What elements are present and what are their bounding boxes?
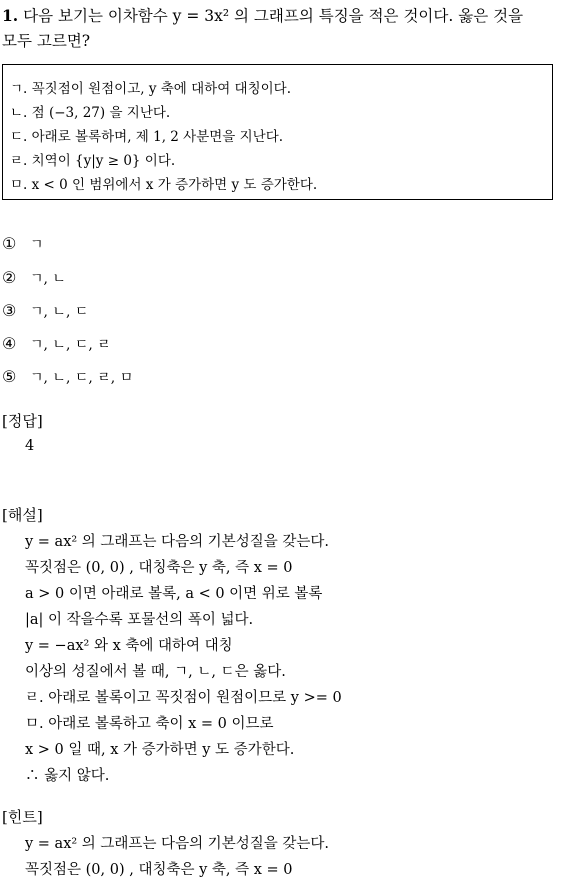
choice-1[interactable] bbox=[2, 234, 44, 254]
statement-1: ㄱ. 꼭짓점이 원점이고, y 축에 대하여 대칭이다. bbox=[10, 81, 291, 97]
statement-3: ㄷ. 아래로 볼록하며, 제 1, 2 사분면을 지난다. bbox=[10, 129, 284, 145]
choice-1-text: ㄱ bbox=[30, 237, 44, 253]
question-text-1: 다음 보기는 이차함수 y = 3x² 의 그래프의 특징을 적은 것이다. 옳은 것을 bbox=[23, 7, 524, 25]
choice-2-text: ㄱ, ㄴ bbox=[30, 271, 66, 287]
explanation-line-3: a > 0 이면 아래로 볼록, a < 0 이면 위로 볼록 bbox=[25, 586, 323, 602]
choice-1-number: ① bbox=[2, 234, 17, 253]
explanation-line-4: |a| 이 작을수록 포물선의 폭이 넓다. bbox=[25, 612, 254, 628]
choice-2-number: ② bbox=[2, 268, 17, 287]
hint-line-1: y = ax² 의 그래프는 다음의 기본성질을 갖는다. bbox=[25, 836, 329, 852]
question-line-2: 모두 고르면? bbox=[2, 32, 91, 50]
explanation-label: [해설] bbox=[2, 506, 43, 524]
choice-4-number: ④ bbox=[2, 334, 17, 353]
choice-2[interactable] bbox=[2, 268, 66, 288]
statement-5: ㅁ. x < 0 인 범위에서 x 가 증가하면 y 도 증가한다. bbox=[10, 177, 318, 193]
explanation-line-9: x > 0 일 때, x 가 증가하면 y 도 증가한다. bbox=[25, 742, 295, 758]
statement-2: ㄴ. 점 (−3, 27) 을 지난다. bbox=[10, 105, 171, 121]
explanation-line-10: ∴ 옳지 않다. bbox=[25, 768, 110, 784]
hint-label: [힌트] bbox=[2, 808, 43, 826]
choice-3-number: ③ bbox=[2, 301, 17, 320]
answer-label: [정답] bbox=[2, 412, 43, 430]
choice-3-text: ㄱ, ㄴ, ㄷ bbox=[30, 304, 89, 320]
choice-3[interactable] bbox=[2, 301, 88, 321]
choice-4[interactable] bbox=[2, 334, 111, 354]
explanation-line-2: 꼭짓점은 (0, 0) , 대칭축은 y 축, 즉 x = 0 bbox=[25, 560, 293, 576]
choice-5-text: ㄱ, ㄴ, ㄷ, ㄹ, ㅁ bbox=[30, 370, 134, 386]
question-number: 1. bbox=[2, 6, 19, 25]
hint-line-2: 꼭짓점은 (0, 0) , 대칭축은 y 축, 즉 x = 0 bbox=[25, 862, 293, 878]
choice-4-text: ㄱ, ㄴ, ㄷ, ㄹ bbox=[30, 337, 111, 353]
choice-5[interactable] bbox=[2, 367, 133, 387]
explanation-line-1: y = ax² 의 그래프는 다음의 기본성질을 갖는다. bbox=[25, 534, 329, 550]
question-line-1 bbox=[2, 4, 523, 26]
explanation-line-8: ㅁ. 아래로 볼록하고 축이 x = 0 이므로 bbox=[25, 716, 274, 732]
explanation-line-7: ㄹ. 아래로 볼록이고 꼭짓점이 원점이므로 y >= 0 bbox=[25, 690, 342, 706]
answer-value: 4 bbox=[25, 438, 35, 454]
statement-box bbox=[2, 64, 553, 200]
choice-5-number: ⑤ bbox=[2, 367, 17, 386]
statement-4: ㄹ. 치역이 {y|y ≥ 0} 이다. bbox=[10, 153, 176, 169]
explanation-line-6: 이상의 성질에서 볼 때, ㄱ, ㄴ, ㄷ은 옳다. bbox=[25, 664, 286, 680]
explanation-line-5: y = −ax² 와 x 축에 대하여 대칭 bbox=[25, 638, 233, 654]
